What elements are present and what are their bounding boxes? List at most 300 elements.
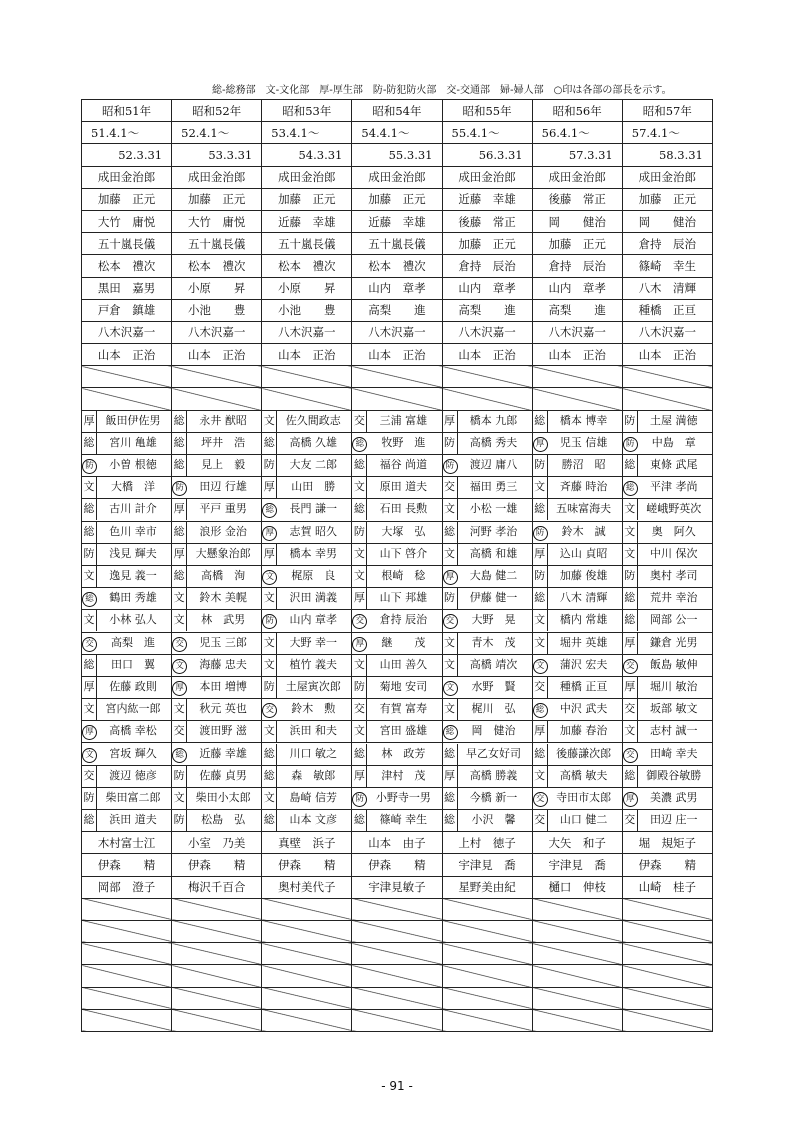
department-mark <box>262 455 277 476</box>
blank-row <box>82 943 713 965</box>
member-name: 三浦 富雄 <box>379 413 428 427</box>
department-code: 交 <box>353 702 365 716</box>
member-name: 橋本 幸男 <box>289 546 337 560</box>
member-cell <box>262 787 352 809</box>
department-code: 文 <box>263 413 275 427</box>
member-name: 土屋 満徳 <box>650 413 698 427</box>
member-cell <box>172 455 262 477</box>
department-code: 総 <box>263 768 275 782</box>
department-mark <box>172 766 187 787</box>
department-head-mark <box>443 721 458 742</box>
member-cell <box>82 787 172 809</box>
women-member-name: 伊森 精 <box>262 854 352 876</box>
officer-name: 山内 章孝 <box>442 277 532 299</box>
blank-cell <box>442 965 532 987</box>
member-cell <box>622 477 712 499</box>
officer-name: 八木沢嘉一 <box>82 321 172 343</box>
department-code: 文 <box>624 724 636 738</box>
department-head-mark <box>443 566 458 587</box>
member-name: 福谷 尚道 <box>379 458 428 472</box>
member-name: 高橋 敏夫 <box>559 768 608 782</box>
member-name: 斉藤 時治 <box>559 480 608 494</box>
blank-cell <box>532 987 622 1009</box>
blank-cell <box>622 1009 712 1031</box>
member-cell <box>172 632 262 654</box>
blank-cell <box>82 366 172 388</box>
department-mark <box>533 411 548 432</box>
department-head-mark <box>82 721 97 742</box>
department-code: 文 <box>443 681 458 696</box>
member-name: 高橋 洵 <box>201 569 246 583</box>
department-code: 文 <box>534 613 546 627</box>
department-head-mark <box>172 477 187 498</box>
department-code: 文 <box>624 502 636 516</box>
department-mark <box>172 699 187 720</box>
member-name: 高橋 和雄 <box>469 546 518 560</box>
department-code: 文 <box>263 724 275 738</box>
member-cell <box>262 632 352 654</box>
department-legend: 総-総務部 文-文化部 厚-厚生部 防-防犯防火部 交-交通部 婦-婦人部 ○印は各部の部長を示す。 <box>212 85 672 96</box>
department-code: 厚 <box>353 768 365 782</box>
member-cell <box>352 654 442 676</box>
department-code: 防 <box>444 435 455 449</box>
member-cell <box>352 521 442 543</box>
department-mark <box>352 411 367 432</box>
department-code: 総 <box>172 748 187 763</box>
member-name: 橋内 常雄 <box>559 613 608 627</box>
blank-cell <box>172 1009 262 1031</box>
member-name: 伊藤 健一 <box>469 591 518 605</box>
department-code: 総 <box>444 746 455 760</box>
department-head-mark <box>82 744 97 765</box>
officer-row <box>82 233 713 255</box>
department-code: 総 <box>624 768 636 782</box>
member-cell <box>352 499 442 521</box>
member-name: 岡部 公一 <box>650 613 698 627</box>
blank-cell <box>532 920 622 942</box>
member-cell <box>532 432 622 454</box>
member-name: 山田 勝 <box>291 480 336 494</box>
officer-name: 倉持 辰治 <box>622 233 712 255</box>
women-member-name: 伊森 精 <box>82 854 172 876</box>
member-name: 橋本 博幸 <box>559 413 608 427</box>
blank-cell <box>172 920 262 942</box>
department-code: 総 <box>262 503 277 518</box>
member-name: 高橋 秀夫 <box>469 435 518 449</box>
officer-name: 成田金治郎 <box>172 166 262 188</box>
officer-name: 五十嵐長儀 <box>352 233 442 255</box>
member-row <box>82 565 713 587</box>
department-code: 文 <box>444 502 455 516</box>
department-code: 交 <box>83 768 95 782</box>
member-name: 坪井 浩 <box>201 435 246 449</box>
member-cell <box>352 676 442 698</box>
member-cell <box>532 565 622 587</box>
department-code: 総 <box>83 813 95 827</box>
department-mark <box>352 566 367 587</box>
department-code: 文 <box>353 546 365 560</box>
member-cell <box>442 676 532 698</box>
member-cell <box>262 810 352 832</box>
term-end: 54.3.31 <box>262 144 352 166</box>
blank-cell <box>442 898 532 920</box>
member-name: 岡 健治 <box>471 724 516 738</box>
department-code: 厚 <box>444 768 455 782</box>
department-code: 文 <box>353 657 365 671</box>
department-code: 防 <box>534 569 546 583</box>
officer-name: 後藤 常正 <box>532 188 622 210</box>
officer-name: 八木沢嘉一 <box>442 321 532 343</box>
member-name: 鈴木 勲 <box>291 702 336 716</box>
member-cell <box>622 455 712 477</box>
department-mark <box>172 522 187 543</box>
department-head-mark <box>172 677 187 698</box>
department-code: 文 <box>353 569 365 583</box>
member-name: 平津 孝尚 <box>650 480 698 494</box>
member-row <box>82 588 713 610</box>
term-start: 54.4.1～ <box>352 122 442 144</box>
member-name: 渡辺 徳彦 <box>109 768 157 782</box>
department-head-mark <box>172 655 187 676</box>
department-code: 交 <box>352 614 367 629</box>
member-name: 色川 幸市 <box>109 524 157 538</box>
member-name: 福田 勇三 <box>469 480 518 494</box>
member-cell <box>442 810 532 832</box>
department-mark <box>443 588 458 609</box>
department-mark <box>82 522 97 543</box>
department-code: 防 <box>443 459 458 474</box>
officer-name: 五十嵐長儀 <box>82 233 172 255</box>
member-name: 山口 健二 <box>559 813 608 827</box>
member-name: 大島 健二 <box>469 569 518 583</box>
department-mark <box>172 544 187 565</box>
department-head-mark <box>172 633 187 654</box>
member-cell <box>442 610 532 632</box>
department-mark <box>262 411 277 432</box>
member-cell <box>172 721 262 743</box>
department-head-mark <box>623 744 638 765</box>
member-name: 飯田伊佐男 <box>105 413 161 427</box>
department-mark <box>262 788 277 809</box>
member-cell <box>262 410 352 432</box>
department-mark <box>533 744 548 765</box>
term-start: 52.4.1～ <box>172 122 262 144</box>
blank-row <box>82 366 713 388</box>
women-row <box>82 876 713 898</box>
blank-cell <box>622 920 712 942</box>
department-code: 交 <box>173 724 185 738</box>
department-code: 総 <box>534 746 546 760</box>
member-name: 込山 貞昭 <box>559 546 608 560</box>
member-row <box>82 721 713 743</box>
member-name: 中島 章 <box>651 435 696 449</box>
year-header: 昭和54年 <box>352 100 442 122</box>
department-code: 防 <box>83 546 95 560</box>
department-head-mark <box>352 433 367 454</box>
member-name: 鈴木 誠 <box>561 524 606 538</box>
blank-cell <box>532 898 622 920</box>
department-code: 文 <box>173 702 185 716</box>
department-mark <box>443 433 458 454</box>
officer-name: 大竹 庸悦 <box>172 210 262 232</box>
member-cell <box>532 455 622 477</box>
department-mark <box>352 455 367 476</box>
officer-row <box>82 299 713 321</box>
member-cell <box>262 455 352 477</box>
member-name: 牧野 進 <box>381 435 426 449</box>
department-mark <box>533 544 548 565</box>
member-name: 水野 賢 <box>471 679 516 693</box>
blank-cell <box>82 943 172 965</box>
officer-name: 黒田 嘉男 <box>82 277 172 299</box>
member-name: 加藤 俊雄 <box>559 569 608 583</box>
department-code: 文 <box>83 569 95 583</box>
department-head-mark <box>623 655 638 676</box>
member-name: 松島 弘 <box>201 813 246 827</box>
department-head-mark <box>623 788 638 809</box>
officer-name: 山本 正治 <box>352 344 442 366</box>
department-mark <box>533 610 548 631</box>
department-code: 総 <box>443 725 458 740</box>
department-mark <box>443 788 458 809</box>
officer-row <box>82 255 713 277</box>
women-member-name: 宇津見 喬 <box>442 854 532 876</box>
member-name: 植竹 義夫 <box>289 657 337 671</box>
department-mark <box>623 699 638 720</box>
department-mark <box>262 655 277 676</box>
department-mark <box>352 477 367 498</box>
department-code: 文 <box>533 659 548 674</box>
member-name: 柴田小太郎 <box>195 790 251 804</box>
member-cell <box>622 499 712 521</box>
member-cell <box>262 543 352 565</box>
member-name: 中沢 武夫 <box>559 702 608 716</box>
member-cell <box>622 521 712 543</box>
department-code: 文 <box>263 657 275 671</box>
member-cell <box>532 543 622 565</box>
department-code: 文 <box>534 635 546 649</box>
officer-name: 篠崎 幸生 <box>622 255 712 277</box>
department-code: 厚 <box>172 681 187 696</box>
department-code: 厚 <box>624 679 636 693</box>
department-code: 交 <box>623 659 638 674</box>
member-name: 鶴田 秀雄 <box>109 591 157 605</box>
department-mark <box>623 610 638 631</box>
member-row <box>82 410 713 432</box>
department-code: 文 <box>263 635 275 649</box>
blank-cell <box>442 1009 532 1031</box>
department-code: 文 <box>624 524 636 538</box>
department-head-mark <box>172 744 187 765</box>
member-cell <box>262 721 352 743</box>
member-cell <box>532 765 622 787</box>
department-mark <box>352 588 367 609</box>
member-name: 今橋 新一 <box>469 790 518 804</box>
department-head-mark <box>623 477 638 498</box>
member-cell <box>532 654 622 676</box>
member-name: 大野 幸一 <box>289 635 337 649</box>
member-cell <box>352 743 442 765</box>
department-code: 文 <box>83 702 95 716</box>
department-mark <box>533 455 548 476</box>
department-code: 防 <box>262 614 277 629</box>
department-code: 総 <box>534 591 546 605</box>
department-code: 厚 <box>173 502 185 516</box>
officer-name: 成田金治郎 <box>622 166 712 188</box>
department-mark <box>262 721 277 742</box>
department-code: 交 <box>353 413 365 427</box>
member-cell <box>532 632 622 654</box>
member-cell <box>532 676 622 698</box>
member-row <box>82 432 713 454</box>
department-code: 総 <box>533 703 548 718</box>
member-name: 志村 誠一 <box>650 724 698 738</box>
department-mark <box>443 633 458 654</box>
department-code: 文 <box>263 591 275 605</box>
officer-name: 山内 章孝 <box>532 277 622 299</box>
department-mark <box>82 499 97 520</box>
department-code: 文 <box>444 702 455 716</box>
department-code: 総 <box>83 435 95 449</box>
department-mark <box>82 655 97 676</box>
blank-cell <box>262 1009 352 1031</box>
blank-cell <box>622 388 712 410</box>
member-name: 鈴木 美幌 <box>199 591 247 605</box>
member-cell <box>442 588 532 610</box>
blank-cell <box>82 388 172 410</box>
member-cell <box>442 721 532 743</box>
department-code: 防 <box>444 591 455 605</box>
member-name: 山下 啓介 <box>379 546 428 560</box>
term-start: 51.4.1～ <box>82 122 172 144</box>
officer-name: 松本 禮次 <box>172 255 262 277</box>
department-code: 防 <box>173 813 185 827</box>
department-mark <box>533 499 548 520</box>
department-code: 文 <box>83 613 95 627</box>
department-code: 厚 <box>263 546 275 560</box>
department-code: 総 <box>624 458 636 472</box>
member-cell <box>172 477 262 499</box>
officer-name: 倉持 辰治 <box>442 255 532 277</box>
department-mark <box>443 810 458 831</box>
member-cell <box>262 432 352 454</box>
member-name: 高橋 勝義 <box>469 768 518 782</box>
member-name: 高橋 幸松 <box>109 724 157 738</box>
member-cell <box>352 410 442 432</box>
member-cell <box>532 499 622 521</box>
officer-name: 山本 正治 <box>532 344 622 366</box>
member-name: 奥 阿久 <box>651 524 696 538</box>
department-mark <box>443 544 458 565</box>
department-code: 厚 <box>353 591 365 605</box>
member-name: 蒲沢 宏夫 <box>559 657 608 671</box>
member-name: 近藤 幸雄 <box>199 746 247 760</box>
member-cell <box>352 543 442 565</box>
blank-cell <box>352 366 442 388</box>
women-member-name: 堀 規矩子 <box>622 832 712 854</box>
department-mark <box>82 699 97 720</box>
women-member-name: 岡部 澄子 <box>82 876 172 898</box>
member-cell <box>352 810 442 832</box>
member-cell <box>622 654 712 676</box>
department-mark <box>533 588 548 609</box>
officer-name: 八木 清輝 <box>622 277 712 299</box>
department-mark <box>533 477 548 498</box>
department-code: 文 <box>82 748 97 763</box>
member-cell <box>262 610 352 632</box>
member-name: 河野 孝治 <box>469 524 518 538</box>
member-name: 志賀 昭久 <box>289 524 337 538</box>
member-cell <box>532 699 622 721</box>
member-row <box>82 765 713 787</box>
department-mark <box>623 766 638 787</box>
member-cell <box>82 455 172 477</box>
department-mark <box>623 588 638 609</box>
member-cell <box>352 565 442 587</box>
member-cell <box>352 699 442 721</box>
member-name: 有賀 富寿 <box>379 702 428 716</box>
member-name: 加藤 春治 <box>559 724 608 738</box>
member-cell <box>352 632 442 654</box>
member-cell <box>442 499 532 521</box>
department-mark <box>262 810 277 831</box>
member-cell <box>622 543 712 565</box>
department-code: 文 <box>263 790 275 804</box>
member-name: 鎌倉 光男 <box>650 635 698 649</box>
department-code: 交 <box>623 748 638 763</box>
member-name: 高橋 靖次 <box>469 657 518 671</box>
blank-cell <box>262 987 352 1009</box>
department-head-mark <box>533 522 548 543</box>
blank-cell <box>172 943 262 965</box>
department-code: 厚 <box>82 725 97 740</box>
women-member-name: 星野美由紀 <box>442 876 532 898</box>
department-head-mark <box>533 699 548 720</box>
member-name: 島崎 信芳 <box>289 790 337 804</box>
member-cell <box>82 565 172 587</box>
member-row <box>82 699 713 721</box>
member-cell <box>82 810 172 832</box>
department-code: 防 <box>534 458 546 472</box>
member-name: 石田 長勲 <box>379 502 428 516</box>
department-mark <box>82 433 97 454</box>
department-code: 総 <box>173 524 185 538</box>
member-cell <box>442 432 532 454</box>
member-name: 佐藤 政則 <box>109 679 157 693</box>
blank-cell <box>532 965 622 987</box>
officer-name: 種橋 正亘 <box>622 299 712 321</box>
department-mark <box>172 566 187 587</box>
member-cell <box>262 499 352 521</box>
member-cell <box>532 477 622 499</box>
officer-name: 倉持 辰治 <box>532 255 622 277</box>
officer-name: 小池 豊 <box>172 299 262 321</box>
department-head-mark <box>352 633 367 654</box>
member-name: 早乙女好司 <box>466 746 521 760</box>
department-mark <box>623 677 638 698</box>
member-cell <box>262 477 352 499</box>
department-mark <box>262 677 277 698</box>
year-header: 昭和53年 <box>262 100 352 122</box>
member-cell <box>532 610 622 632</box>
member-cell <box>262 521 352 543</box>
member-cell <box>172 676 262 698</box>
officer-name: 大竹 庸悦 <box>82 210 172 232</box>
term-end: 58.3.31 <box>622 144 712 166</box>
blank-cell <box>622 965 712 987</box>
member-name: 見上 毅 <box>201 458 246 472</box>
member-name: 青木 茂 <box>471 635 516 649</box>
